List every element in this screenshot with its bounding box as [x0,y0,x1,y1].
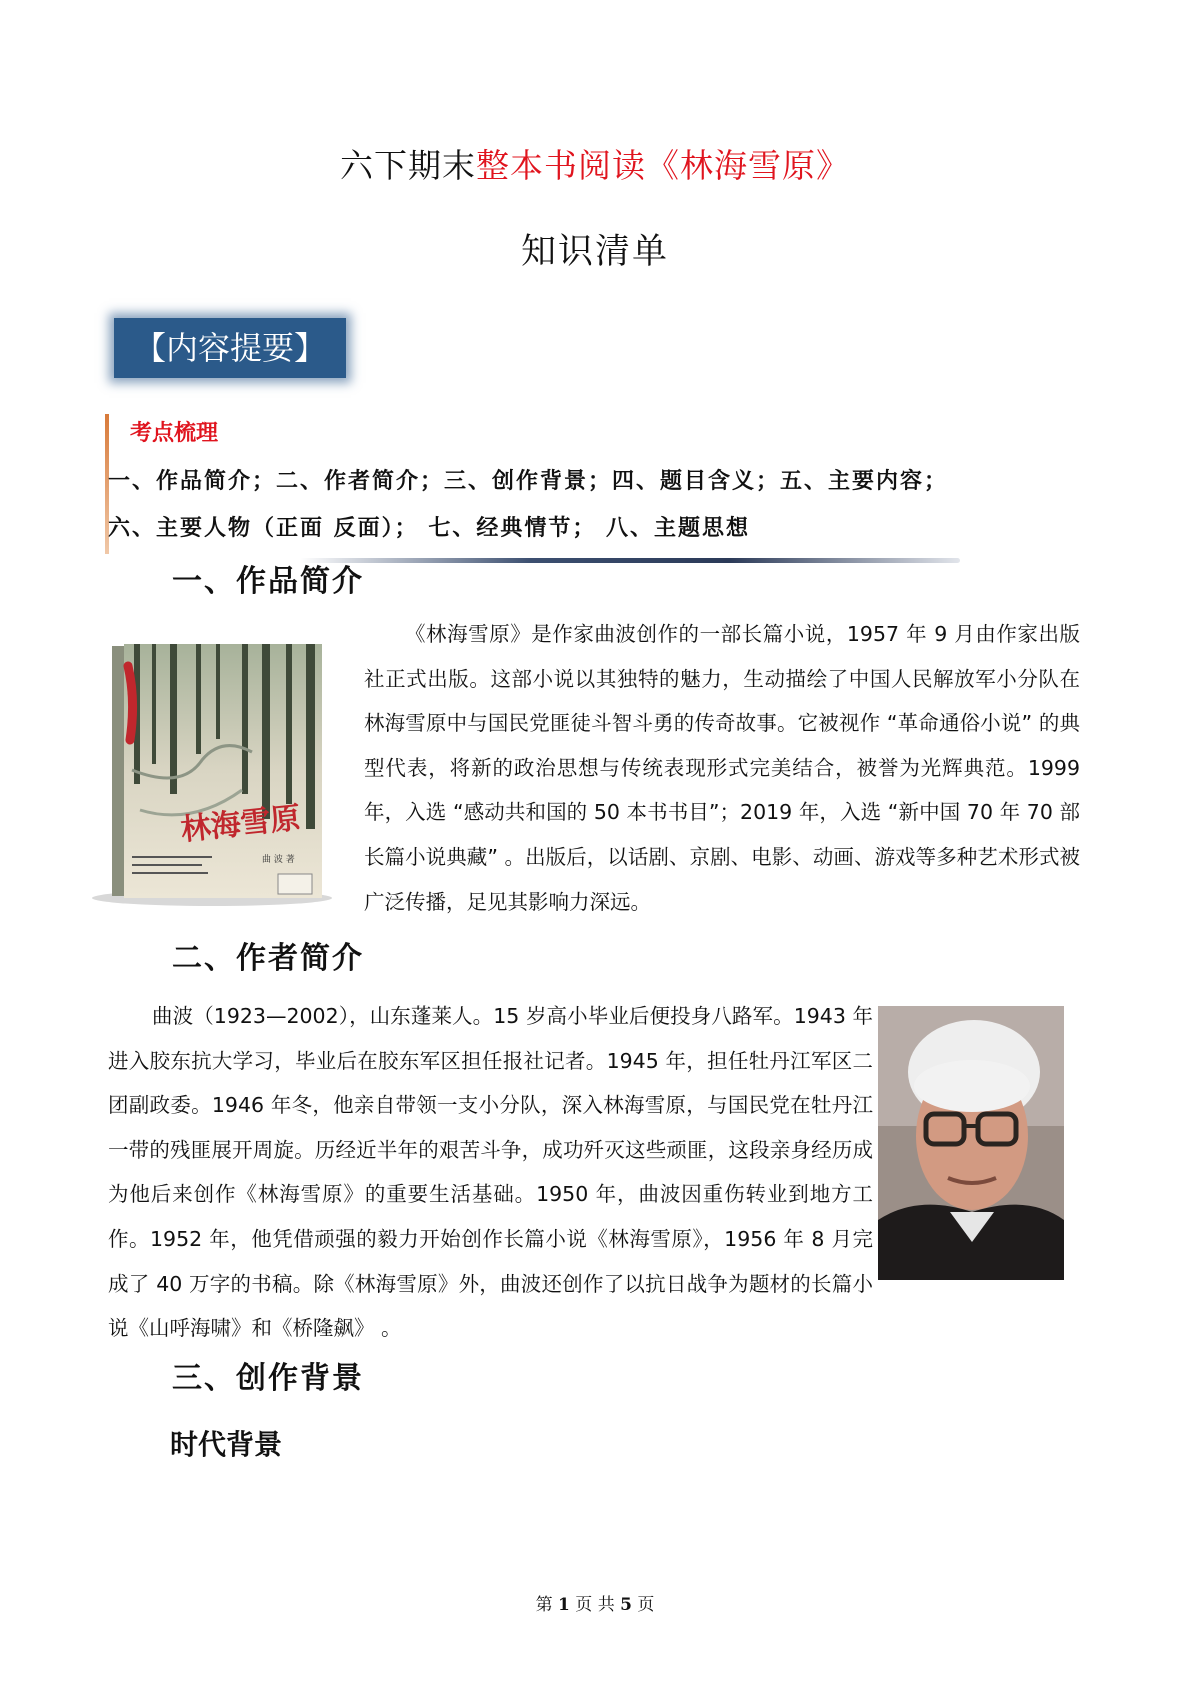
key-points-label: 考点梳理 [130,420,219,446]
footer-middle: 页 共 [575,1595,615,1615]
footer-page-number: 1 [558,1595,570,1615]
author-intro-paragraph: 曲波（1923—2002），山东蓬莱人。15 岁高小毕业后便投身八路军。1943 年进入胶东抗大学习，毕业后在胶东军区担任报社记者。1945 年，担任牡丹江军区二团副政委。1946 年冬，他亲自带领一支小分队，深入林海雪原，与国民党在牡丹江一带的残匪展开周旋。历经近半年的艰苦斗争，成功歼灭这些顽匪，这段亲身经历成为他后来创作《林海雪原》的重要生活基础。1950 年，曲波因重伤转业到地方工作。1952 年，他凭借顽强的毅力开始创作长篇小说《林海雪原》，1956 年 8 月完成了 40 万字的书稿。除《林海雪原》外，曲波还创作了以抗日战争为题材的长篇小说《山呼海啸》和《桥隆飙》 。 [108,1004,873,1341]
book-cover-image [92,640,354,908]
key-points-line-2: 六、主要人物（正面 反面）； 七、经典情节； 八、主题思想 [108,515,750,541]
book-cover-author: 曲 波 著 [262,855,295,865]
section-heading-work-intro: 一、作品简介 [172,564,364,599]
title-prefix: 六下期末 [340,146,476,185]
document-subtitle: 知识清单 [520,232,669,272]
title-highlight: 整本书阅读《林海雪原》 [476,146,850,185]
author-portrait-image [878,1006,1064,1280]
footer-total-pages: 5 [620,1595,632,1615]
document-title [0,140,1190,187]
footer-prefix: 第 [535,1595,553,1615]
key-points-line-1: 一、作品简介；二、作者简介；三、创作背景；四、题目含义；五、主要内容； [108,468,949,494]
page-footer [0,1590,1190,1615]
subheading-era-background: 时代背景 [170,1428,283,1461]
book-cover-title: 林海雪原 [179,800,303,848]
section-divider [300,558,960,563]
section-heading-author-intro: 二、作者简介 [172,941,364,976]
content-summary-banner: 【内容提要】 [114,318,346,378]
footer-suffix: 页 [637,1595,655,1615]
work-intro-paragraph: 《林海雪原》是作家曲波创作的一部长篇小说，1957 年 9 月由作家出版社正式出版。这部小说以其独特的魅力，生动描绘了中国人民解放军小分队在林海雪原中与国民党匪徒斗智斗勇的传奇故事。它被视作 “革命通俗小说” 的典型代表，将新的政治思想与传统表现形式完美结合，被誉为光辉典范。1999 年，入选 “感动共和国的 50 本书书目”；2019 年，入选 “新中国 70 年 70 部长篇小说典藏” 。出版后，以话剧、京剧、电影、动画、游戏等多种艺术形式被广泛传播，足见其影响力深远。 [364,622,1080,914]
section-heading-background: 三、创作背景 [172,1361,364,1396]
